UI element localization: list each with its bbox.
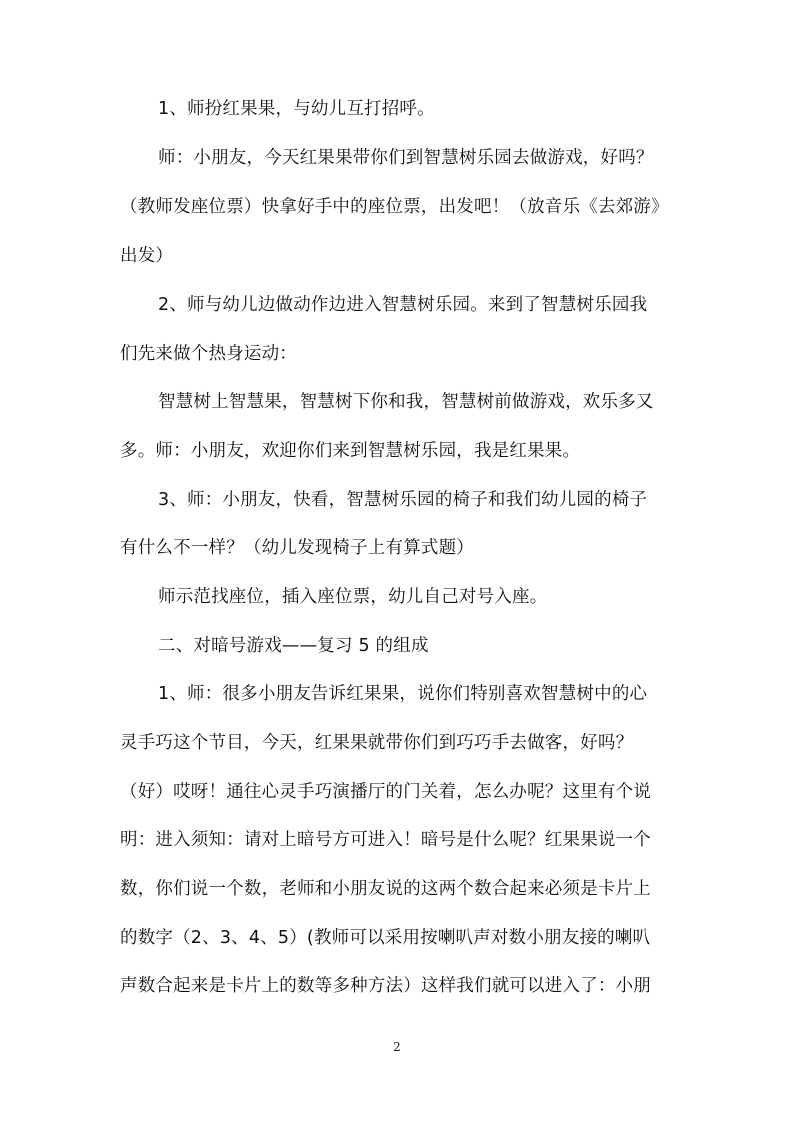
paragraph-line: 灵手巧这个节目，今天，红果果就带你们到巧巧手去做客，好吗？ xyxy=(120,733,634,753)
paragraph-line: 2、师与幼儿边做动作边进入智慧树乐园。来到了智慧树乐园我 xyxy=(158,295,648,315)
paragraph-line: 们先来做个热身运动： xyxy=(120,344,297,364)
paragraph-line: 的数字（2、3、4、5）(教师可以采用按喇叭声对数小朋友接的喇叭 xyxy=(120,928,651,948)
paragraph-line: （教师发座位票）快拿好手中的座位票，出发吧！（放音乐《去郊游》 xyxy=(120,197,669,217)
paragraph-line: 数，你们说一个数，老师和小朋友说的这两个数合起来必须是卡片上 xyxy=(120,879,651,899)
paragraph-line: 出发） xyxy=(120,246,174,266)
paragraph-line: 1、师扮红果果，与幼儿互打招呼。 xyxy=(158,99,435,119)
section-heading: 二、对暗号游戏——复习 5 的组成 xyxy=(158,636,429,656)
page-number: 2 xyxy=(393,1040,401,1054)
paragraph-line: 声数合起来是卡片上的数等多种方法）这样我们就可以进入了：小朋 xyxy=(120,976,651,996)
paragraph-line: 3、师：小朋友，快看，智慧树乐园的椅子和我们幼儿园的椅子 xyxy=(158,490,648,510)
paragraph-line: 师示范找座位，插入座位票，幼儿自己对号入座。 xyxy=(158,587,548,607)
paragraph-line: 明：进入须知：请对上暗号方可进入！暗号是什么呢？红果果说一个 xyxy=(120,830,651,850)
paragraph-line: 1、师：很多小朋友告诉红果果，说你们特别喜欢智慧树中的心 xyxy=(158,684,648,704)
paragraph-line: （好）哎呀！通往心灵手巧演播厅的门关着，怎么办呢？这里有个说 xyxy=(120,782,651,802)
paragraph-line: 智慧树上智慧果，智慧树下你和我，智慧树前做游戏，欢乐多又 xyxy=(158,392,654,412)
paragraph-line: 有什么不一样？（幼儿发现椅子上有算式题） xyxy=(120,538,474,558)
paragraph-line: 多。师：小朋友，欢迎你们来到智慧树乐园，我是红果果。 xyxy=(120,441,581,461)
paragraph-line: 师：小朋友，今天红果果带你们到智慧树乐园去做游戏，好吗？ xyxy=(158,148,654,168)
